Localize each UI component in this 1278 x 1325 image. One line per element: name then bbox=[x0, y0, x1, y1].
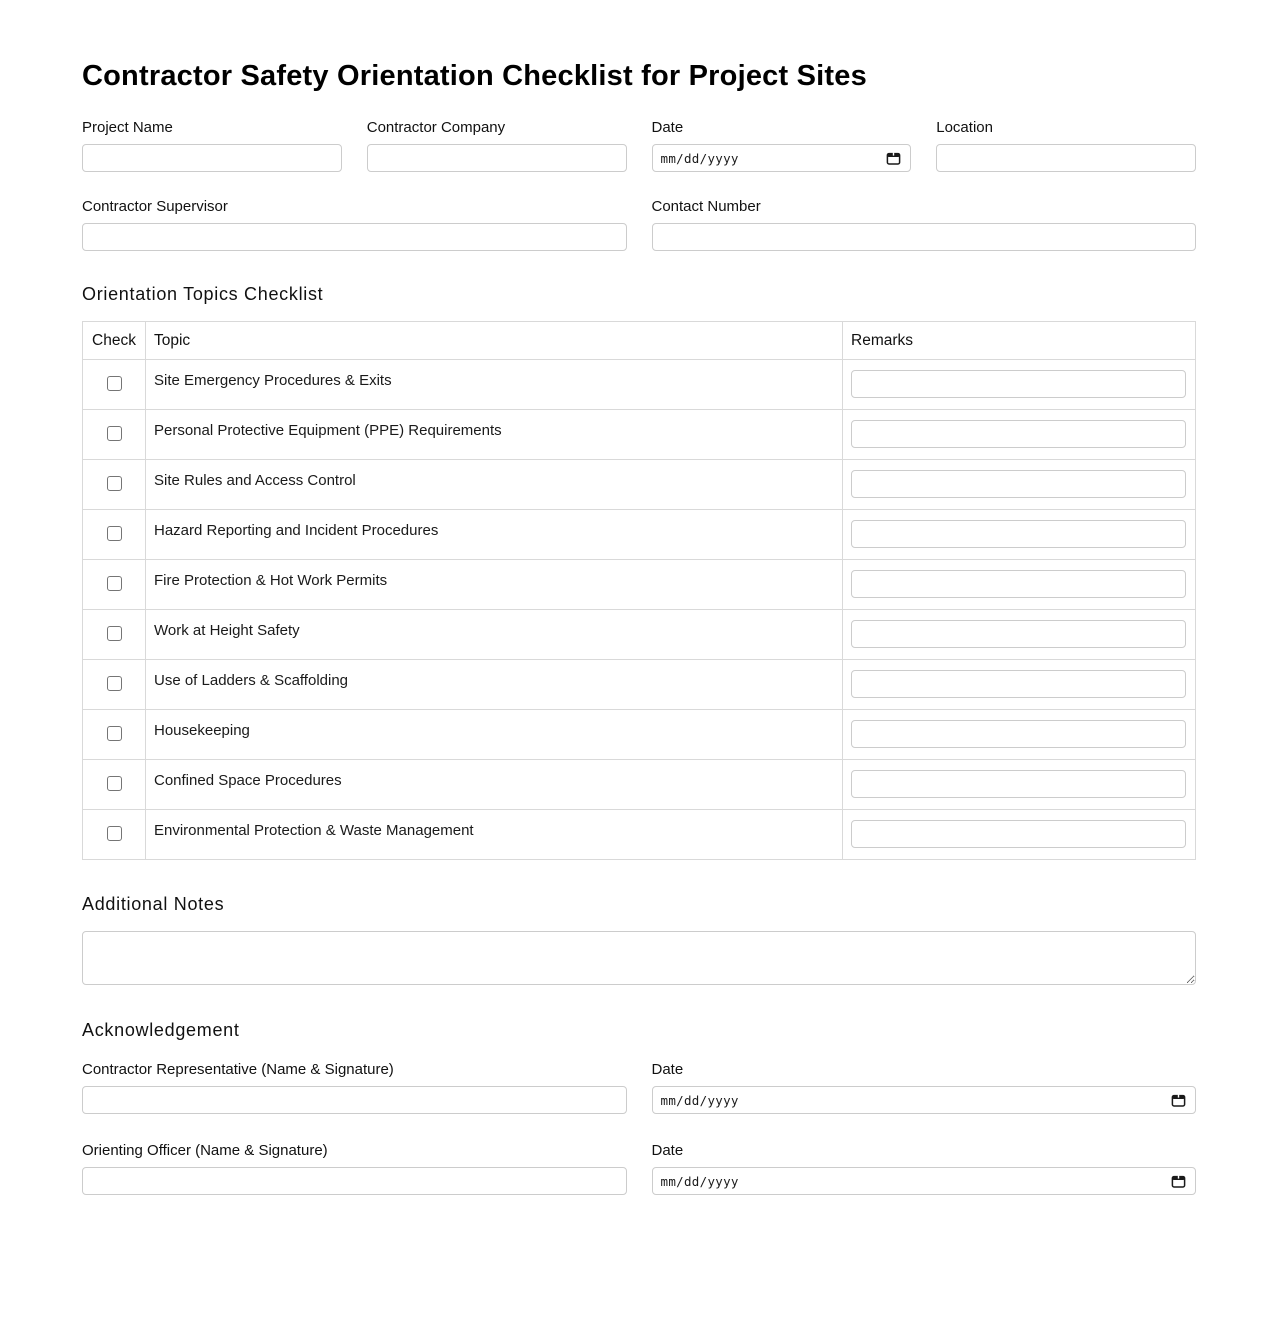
acknowledgement-section bbox=[82, 1020, 1196, 1195]
remarks-input[interactable] bbox=[851, 820, 1186, 848]
ack-row-officer bbox=[82, 1142, 1196, 1195]
date-placeholder: mm/dd/yyyy bbox=[660, 1092, 739, 1108]
remarks-input[interactable] bbox=[851, 470, 1186, 498]
topic-checkbox[interactable] bbox=[107, 676, 122, 691]
contractor-company-label: Contractor Company bbox=[366, 119, 506, 136]
table-row bbox=[83, 710, 1196, 760]
column-header-check: Check bbox=[83, 322, 146, 360]
field-officer-date bbox=[652, 1142, 1197, 1195]
topic-checkbox[interactable] bbox=[107, 826, 122, 841]
remarks-input[interactable] bbox=[851, 370, 1186, 398]
remarks-input[interactable] bbox=[851, 520, 1186, 548]
topic-checkbox[interactable] bbox=[107, 626, 122, 641]
location-input[interactable] bbox=[936, 144, 1196, 172]
topic-checkbox[interactable] bbox=[107, 426, 122, 441]
table-row bbox=[83, 410, 1196, 460]
table-row bbox=[83, 360, 1196, 410]
table-row bbox=[83, 510, 1196, 560]
remarks-input[interactable] bbox=[851, 670, 1186, 698]
checklist-header-row bbox=[83, 322, 1196, 360]
date-input[interactable] bbox=[652, 144, 912, 172]
field-contractor-supervisor bbox=[82, 198, 627, 251]
date-label: Date bbox=[651, 119, 684, 136]
table-row bbox=[83, 660, 1196, 710]
field-date bbox=[652, 119, 912, 172]
table-row bbox=[83, 810, 1196, 860]
contact-number-label: Contact Number bbox=[651, 198, 761, 215]
topic-label: Housekeeping bbox=[146, 710, 843, 760]
orienting-officer-input[interactable] bbox=[82, 1167, 627, 1195]
page-container bbox=[82, 0, 1196, 1325]
project-name-input[interactable] bbox=[82, 144, 342, 172]
date-placeholder: mm/dd/yyyy bbox=[660, 150, 739, 166]
topic-checkbox[interactable] bbox=[107, 726, 122, 741]
topic-label: Use of Ladders & Scaffolding bbox=[146, 660, 843, 710]
remarks-input[interactable] bbox=[851, 570, 1186, 598]
field-project-name bbox=[82, 119, 342, 172]
topic-label: Site Emergency Procedures & Exits bbox=[146, 360, 843, 410]
page-title: Contractor Safety Orientation Checklist for Project Sites bbox=[82, 60, 867, 92]
orienting-officer-label: Orienting Officer (Name & Signature) bbox=[82, 1142, 328, 1159]
officer-date-label: Date bbox=[651, 1142, 684, 1159]
officer-date-input[interactable] bbox=[652, 1167, 1197, 1195]
topic-checkbox[interactable] bbox=[107, 776, 122, 791]
topic-checkbox[interactable] bbox=[107, 576, 122, 591]
topic-label: Personal Protective Equipment (PPE) Requirements bbox=[146, 410, 843, 460]
table-row bbox=[83, 610, 1196, 660]
topic-checkbox[interactable] bbox=[107, 476, 122, 491]
column-header-topic: Topic bbox=[146, 322, 843, 360]
calendar-icon[interactable] bbox=[886, 151, 901, 166]
topic-label: Hazard Reporting and Incident Procedures bbox=[146, 510, 843, 560]
field-contractor-representative bbox=[82, 1061, 627, 1114]
remarks-input[interactable] bbox=[851, 620, 1186, 648]
additional-notes-textarea[interactable] bbox=[82, 931, 1196, 985]
contractor-supervisor-input[interactable] bbox=[82, 223, 627, 251]
remarks-input[interactable] bbox=[851, 420, 1186, 448]
table-row bbox=[83, 460, 1196, 510]
checklist-heading: Orientation Topics Checklist bbox=[82, 284, 324, 304]
remarks-input[interactable] bbox=[851, 770, 1186, 798]
form-row-1 bbox=[82, 119, 1196, 172]
calendar-icon[interactable] bbox=[1171, 1093, 1186, 1108]
acknowledgement-heading: Acknowledgement bbox=[82, 1020, 240, 1040]
additional-notes-section bbox=[82, 894, 1196, 985]
field-contact-number bbox=[652, 198, 1197, 251]
field-orienting-officer bbox=[82, 1142, 627, 1195]
contractor-company-input[interactable] bbox=[367, 144, 627, 172]
contractor-representative-label: Contractor Representative (Name & Signature) bbox=[82, 1061, 394, 1078]
topic-checkbox[interactable] bbox=[107, 376, 122, 391]
representative-date-input[interactable] bbox=[652, 1086, 1197, 1114]
topic-checkbox[interactable] bbox=[107, 526, 122, 541]
calendar-icon[interactable] bbox=[1171, 1174, 1186, 1189]
column-header-remarks: Remarks bbox=[843, 322, 1196, 360]
field-contractor-company bbox=[367, 119, 627, 172]
table-row bbox=[83, 760, 1196, 810]
topic-label: Environmental Protection & Waste Management bbox=[146, 810, 843, 860]
contractor-representative-input[interactable] bbox=[82, 1086, 627, 1114]
project-name-label: Project Name bbox=[82, 119, 173, 136]
additional-notes-heading: Additional Notes bbox=[82, 894, 225, 914]
form-row-2 bbox=[82, 198, 1196, 251]
checklist-table bbox=[82, 321, 1196, 860]
field-location bbox=[936, 119, 1196, 172]
date-placeholder: mm/dd/yyyy bbox=[660, 1173, 739, 1189]
location-label: Location bbox=[936, 119, 993, 136]
ack-row-representative bbox=[82, 1061, 1196, 1114]
representative-date-label: Date bbox=[651, 1061, 684, 1078]
table-row bbox=[83, 560, 1196, 610]
topic-label: Work at Height Safety bbox=[146, 610, 843, 660]
field-representative-date bbox=[652, 1061, 1197, 1114]
remarks-input[interactable] bbox=[851, 720, 1186, 748]
topic-label: Site Rules and Access Control bbox=[146, 460, 843, 510]
topic-label: Fire Protection & Hot Work Permits bbox=[146, 560, 843, 610]
topic-label: Confined Space Procedures bbox=[146, 760, 843, 810]
contractor-supervisor-label: Contractor Supervisor bbox=[82, 198, 228, 215]
contact-number-input[interactable] bbox=[652, 223, 1197, 251]
